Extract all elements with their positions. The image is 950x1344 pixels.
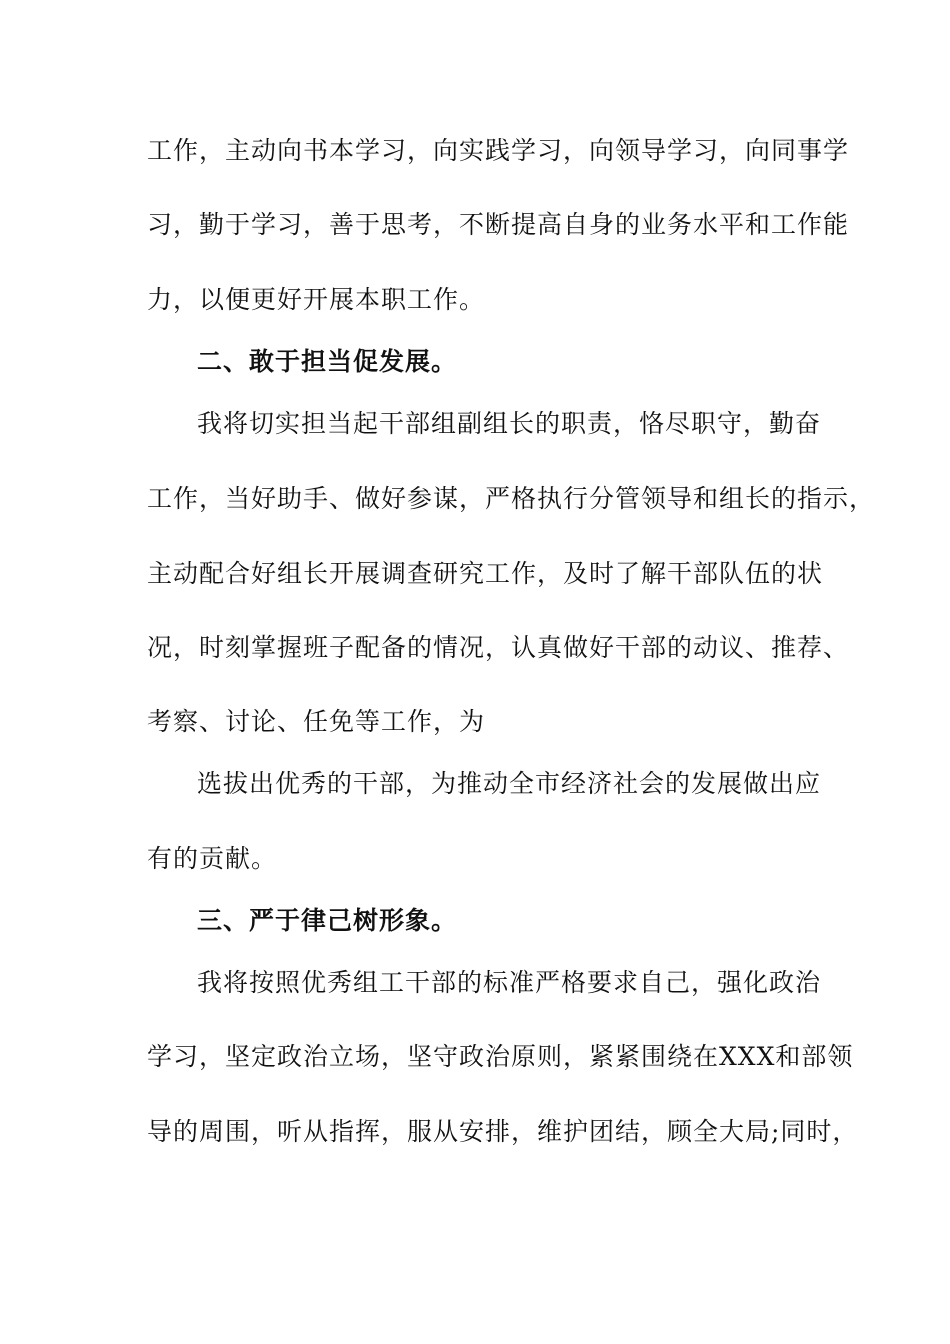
body-text-line: 有的贡献。 xyxy=(147,844,278,873)
body-text-line: 工作，主动向书本学习，向实践学习，向领导学习，向同事学 xyxy=(147,136,850,165)
section-heading-2: 二、敢于担当促发展。 xyxy=(197,347,458,376)
body-text-line: 习，勤于学习，善于思考，不断提高自身的业务水平和工作能 xyxy=(147,210,850,239)
body-text-line: 主动配合好组长开展调查研究工作，及时了解干部队伍的状 xyxy=(147,559,824,588)
body-text-line: 力，以便更好开展本职工作。 xyxy=(147,285,486,314)
body-text-line: 工作，当好助手、做好参谋，严格执行分管领导和组长的指示， xyxy=(147,484,876,513)
body-text-line: 况，时刻掌握班子配备的情况，认真做好干部的动议、推荐、 xyxy=(147,633,850,662)
body-text-line: 选拔出优秀的干部，为推动全市经济社会的发展做出应 xyxy=(197,769,822,798)
section-heading-3: 三、严于律己树形象。 xyxy=(197,906,458,935)
body-text-line: 导的周围，听从指挥，服从安排，维护团结，顾全大局;同时， xyxy=(147,1117,859,1146)
body-text-line: 我将切实担当起干部组副组长的职责，恪尽职守，勤奋 xyxy=(197,409,822,438)
body-text-line: 我将按照优秀组工干部的标准严格要求自己，强化政治 xyxy=(197,968,822,997)
body-text-line: 考察、讨论、任免等工作，为 xyxy=(147,707,486,736)
body-text-line: 学习，坚定政治立场，坚守政治原则，紧紧围绕在XXX和部领 xyxy=(147,1042,854,1071)
